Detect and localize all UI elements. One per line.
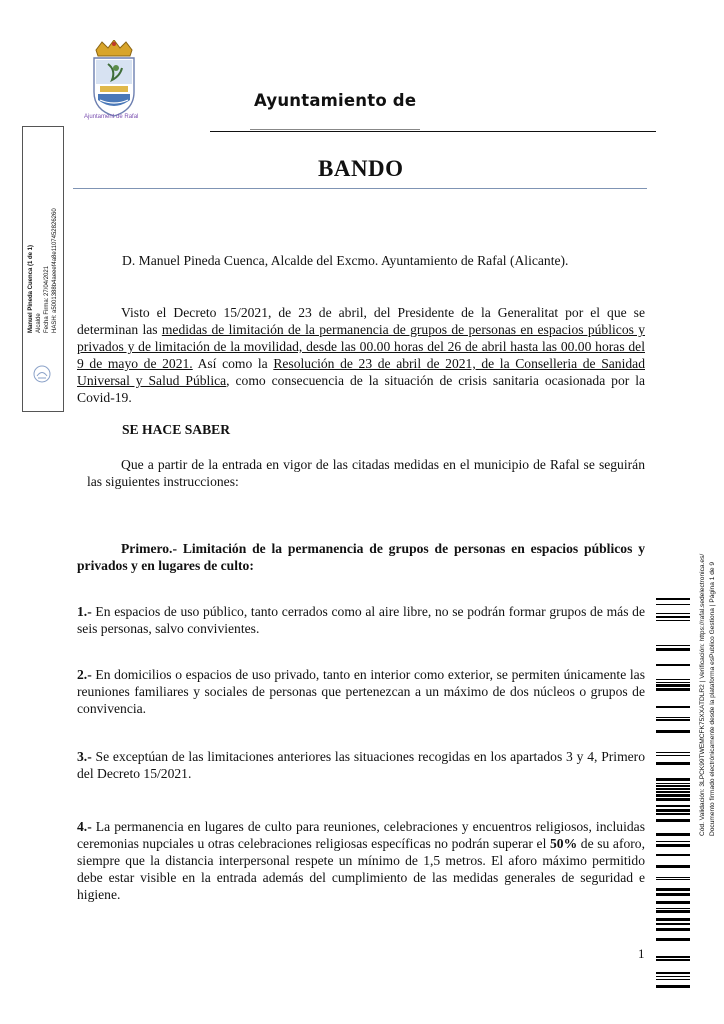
item-text: de su aforo, siempre que la distancia interpersonal respete un mínimo de 1,5 metros. El aforo máximo permitido debe estar visible en la entrada además del cumplimiento de las medidas generales de seguridad e higiene.: [77, 836, 645, 902]
item-text: En espacios de uso público, tanto cerrados como al aire libre, no se podrán formar grupos de más de seis personas, salvo convivientes.: [77, 604, 645, 636]
intro-paragraph: D. Manuel Pineda Cuenca, Alcalde del Excmo. Ayuntamiento de Rafal (Alicante).: [122, 253, 569, 268]
se-hace-saber-heading: SE HACE SABER: [122, 422, 231, 437]
crest-caption: Ajuntament de Rafal: [84, 114, 139, 120]
verification-code-line: Cód. Validación: 3LPCK99TWEMCFK75XXATDLR2 | Verificación: https://rafal.sedelectronica.es/: [699, 553, 706, 836]
signer-name: Manuel Pineda Cuenca (1 de 1): [28, 244, 34, 333]
seal-icon: [31, 363, 53, 385]
title-rule: [73, 188, 647, 189]
decree-text-c: , como consecuencia de la situación de crisis sanitaria ocasionada por la Covid-19.: [77, 373, 646, 405]
decree-text-b: Así como la: [192, 356, 274, 371]
list-item: [77, 748, 645, 782]
signature-date: Fecha Firma: 27/04/2021: [44, 265, 50, 333]
verification-text: [698, 436, 718, 836]
header-rule-accent: [250, 129, 420, 130]
signature-stamp: [22, 126, 64, 412]
validation-barcode: [656, 598, 690, 988]
platform-line: Documento firmado electrónicamente desde la plataforma esPublico Gestiona | Página 1 de 9: [709, 561, 716, 836]
item-number: 4.-: [77, 819, 92, 834]
item-text: En domicilios o espacios de uso privado, tanto en interior como exterior, se permiten únicamente las reuniones familiares y sociales de personas que pertenezcan a un máximo de dos núcleos o grupos de convivencia.: [77, 667, 645, 716]
list-item: [77, 603, 645, 637]
document-title: BANDO: [318, 156, 404, 181]
item-number: 2.-: [77, 667, 92, 682]
item-text: Se exceptúan de las limitaciones anteriores las situaciones recogidas en los apartados 3 y 4, Primero del Decreto 15/2021.: [77, 749, 645, 781]
list-item: [77, 818, 645, 903]
header-rule: [210, 131, 656, 132]
signature-details: [27, 73, 59, 333]
section-primero-heading: Primero.- Limitación de la permanencia de grupos de personas en espacios públicos y privados y en lugares de culto:: [77, 541, 645, 573]
municipality-title: Ayuntamiento de: [254, 91, 417, 110]
item-text-bold: 50%: [549, 836, 578, 851]
instructions-paragraph: Que a partir de la entrada en vigor de las citadas medidas en el municipio de Rafal se seguirán las siguientes instrucciones:: [87, 457, 645, 489]
decree-text-a: Visto el Decreto 15/2021, de 23 de abril, del Presidente de la Generalitat por el que se determinan las: [77, 305, 645, 337]
municipal-crest-logo: [86, 40, 142, 120]
signature-hash: HASH: a5001388b4aeeef4a8e1107452826260: [52, 208, 58, 333]
item-number: 1.-: [77, 604, 92, 619]
signer-role: Alcalde: [36, 313, 42, 333]
page-number: 1: [638, 946, 645, 961]
resolution-underlined: Resolución de 23 de abril de 2021, de la Conselleria de Sanidad Universal y Salud Pública: [77, 356, 645, 388]
item-text: La permanencia en lugares de culto para reuniones, celebraciones y encuentros religiosos, incluidas ceremonias nupciales u otras celebraciones religiosas específicas no podrán superar el: [77, 819, 645, 851]
item-number: 3.-: [77, 749, 92, 764]
decree-paragraph: [77, 304, 645, 406]
decree-measures-underlined: medidas de limitación de la permanencia de grupos de personas en espacios públicos y privados y de limitación de la movilidad, desde las 00.00 horas del 26 de abril hasta las 00.00 horas del 9 de mayo de 2021.: [77, 322, 645, 371]
list-item: [77, 666, 645, 717]
